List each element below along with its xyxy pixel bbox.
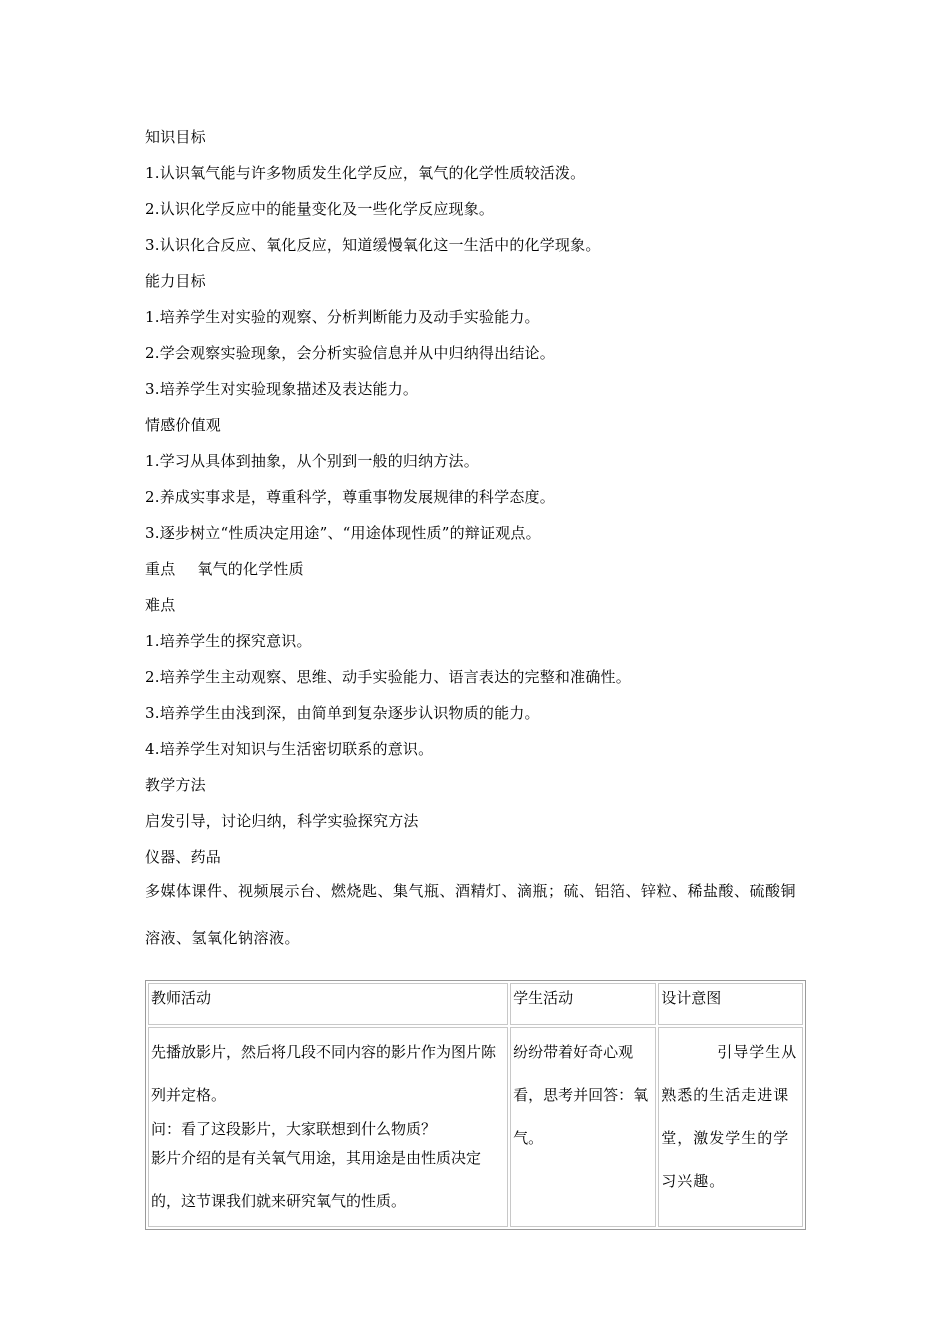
equipment-heading: 仪器、药品 [145,848,222,866]
difficulty-2: 2.培养学生主动观察、思维、动手实验能力、语言表达的完整和准确性。 [145,668,631,686]
ability-goal-2: 2.学会观察实验现象，会分析实验信息并从中归纳得出结论。 [145,344,555,362]
teacher-activity-text-2: 问：看了这段影片，大家联想到什么物质？ [151,1120,437,1138]
equipment-text: 多媒体课件、视频展示台、燃烧匙、集气瓶、酒精灯、滴瓶；硫、铝箔、锌粒、稀盐酸、硫酸铜溶液、氢氧化钠溶液。 [145,882,797,947]
header-design-intent: 设计意图 [658,983,803,1025]
knowledge-goal-2: 2.认识化学反应中的能量变化及一些化学反应现象。 [145,200,495,218]
method-heading: 教学方法 [145,776,206,794]
emotion-goal-1: 1.学习从具体到抽象，从个别到一般的归纳方法。 [145,452,479,470]
difficulty-3: 3.培养学生由浅到深，由简单到复杂逐步认识物质的能力。 [145,704,540,722]
key-point-label: 重点 [145,560,176,578]
knowledge-goal-1: 1.认识氧气能与许多物质发生化学反应，氧气的化学性质较活泼。 [145,164,586,182]
table-row [148,1027,803,1227]
student-activity-text: 纷纷带着好奇心观看，思考并回答：氧气。 [513,1043,649,1147]
teacher-activity-text-1: 先播放影片，然后将几段不同内容的影片作为图片陈列并定格。 [151,1043,497,1104]
emotion-goals-heading: 情感价值观 [145,416,222,434]
knowledge-goals-heading: 知识目标 [145,128,206,146]
header-teacher-activity: 教师活动 [148,983,508,1025]
table-header-row [148,983,803,1025]
student-activity-cell [510,1027,656,1227]
emotion-goal-2: 2.养成实事求是，尊重科学，尊重事物发展规律的科学态度。 [145,488,555,506]
design-intent-cell [658,1027,803,1227]
knowledge-goal-3: 3.认识化合反应、氧化反应，知道缓慢氧化这一生活中的化学现象。 [145,236,601,254]
teacher-activity-cell [148,1027,508,1227]
header-student-activity: 学生活动 [510,983,656,1025]
difficulty-1: 1.培养学生的探究意识。 [145,632,312,650]
key-point-value: 氧气的化学性质 [197,560,304,578]
lesson-activity-table [145,980,806,1230]
difficulty-4: 4.培养学生对知识与生活密切联系的意识。 [145,740,434,758]
key-point-line [145,559,304,579]
design-intent-text: 引导学生从熟悉的生活走进课堂，激发学生的学习兴趣。 [661,1043,798,1190]
teacher-activity-text-3: 影片介绍的是有关氧气用途，其用途是由性质决定的，这节课我们就来研究氧气的性质。 [151,1149,482,1210]
emotion-goal-3: 3.逐步树立“性质决定用途”、“用途体现性质”的辩证观点。 [145,524,541,542]
ability-goal-3: 3.培养学生对实验现象描述及表达能力。 [145,380,419,398]
ability-goals-heading: 能力目标 [145,272,206,290]
ability-goal-1: 1.培养学生对实验的观察、分析判断能力及动手实验能力。 [145,308,540,326]
difficulty-heading: 难点 [145,596,176,614]
method-text: 启发引导，讨论归纳，科学实验探究方法 [145,812,419,830]
